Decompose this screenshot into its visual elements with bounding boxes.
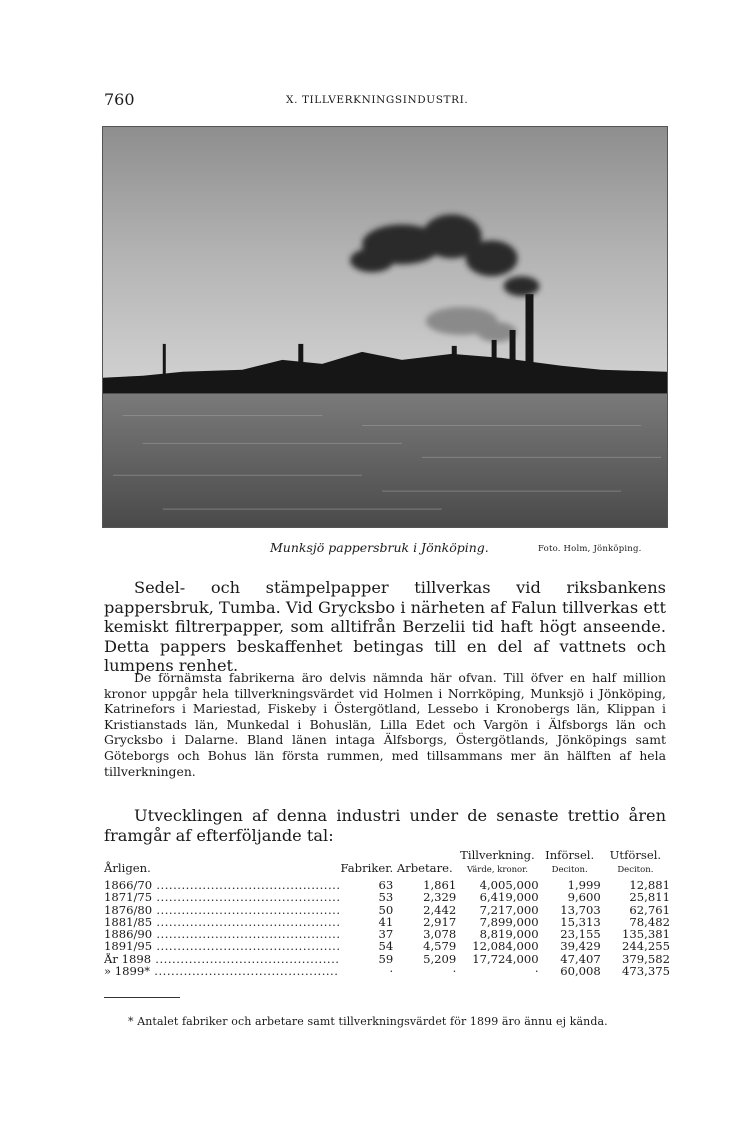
- cell-tillverkning: 6,419,000: [479, 890, 539, 905]
- figure-caption: Munksjö pappersbruk i Jönköping.: [270, 540, 489, 555]
- cell-arbetare: 4,579: [423, 939, 457, 954]
- cell-tillverkning: 8,819,000: [479, 927, 539, 942]
- cell-utforsel: 379,582: [622, 951, 670, 966]
- production-statistics-table: [104, 848, 670, 977]
- cell-tillverkning: 4,005,000: [479, 878, 539, 892]
- footnote-divider: [104, 997, 180, 998]
- table-header-row: [104, 848, 670, 879]
- cell-inforsel: 60,008: [560, 964, 601, 979]
- header-fabriker: Fabriker.: [340, 861, 394, 875]
- paragraph-development-intro: Utvecklingen af denna industri under de senaste trettio åren framgår af efterföljande tal:: [104, 806, 666, 845]
- cell-inforsel: 9,600: [567, 890, 601, 905]
- header-inforsel: [539, 848, 601, 879]
- header-inforsel-label: Införsel.: [545, 848, 595, 862]
- cell-fabriker: 54: [378, 939, 394, 954]
- cell-fabriker: 41: [378, 914, 394, 929]
- cell-inforsel: 39,429: [560, 939, 601, 954]
- factory-photo: [102, 126, 668, 528]
- photo-credit: Foto. Holm, Jönköping.: [538, 544, 642, 554]
- header-tillverkning-unit: Värde, kronor.: [466, 865, 528, 875]
- cell-fabriker: ·: [389, 964, 394, 979]
- header-year: Årligen.: [104, 861, 151, 875]
- cell-arbetare: 1,861: [423, 878, 457, 892]
- paragraph-paper-production: Sedel- och stämpelpapper tillverkas vid riksbankens pappersbruk, Tumba. Vid Grycksbo i närheten af Falun tillverkas ett kemiskt filtrerpapper, som alltifrån Berzelii tid haft högt anseende. Detta pappers beskaffenhet betingas till en del af vattnets och lumpens renhet.: [104, 578, 666, 675]
- cell-inforsel: 47,407: [560, 951, 601, 966]
- cell-utforsel: 473,375: [622, 964, 670, 979]
- cell-year: » 1899* .....: [104, 965, 341, 977]
- cell-year: 1891/95 .....: [104, 940, 341, 952]
- cell-year: 1881/85 .....: [104, 916, 341, 928]
- table-row: [104, 891, 670, 903]
- cell-fabriker: 50: [378, 902, 394, 917]
- table-row: [104, 940, 670, 952]
- cell-tillverkning: 7,899,000: [479, 914, 539, 929]
- cell-year: 1876/80 .....: [104, 904, 341, 916]
- header-utforsel: [601, 848, 670, 879]
- cell-arbetare: 3,078: [423, 927, 457, 942]
- cell-year: År 1898 .....: [104, 953, 341, 965]
- cell-utforsel: 244,255: [622, 939, 670, 954]
- header-utforsel-label: Utförsel.: [609, 848, 662, 862]
- footnote: * Antalet fabriker och arbetare samt tillverkningsvärdet för 1899 äro ännu ej kända.: [128, 1015, 608, 1028]
- header-utforsel-unit: Deciton.: [617, 865, 654, 875]
- table-row: [104, 965, 670, 977]
- cell-tillverkning: 17,724,000: [472, 951, 539, 966]
- factory-photo-illustration: [103, 127, 667, 527]
- cell-arbetare: ·: [452, 964, 457, 979]
- cell-inforsel: 23,155: [560, 927, 601, 942]
- cell-year: 1871/75 .....: [104, 891, 341, 903]
- cell-year: 1866/70 .....: [104, 879, 341, 891]
- cell-tillverkning: ·: [534, 964, 539, 979]
- cell-tillverkning: 7,217,000: [479, 902, 539, 917]
- header-inforsel-unit: Deciton.: [551, 865, 588, 875]
- cell-year: 1886/90 .....: [104, 928, 341, 940]
- running-title: X. TILLVERKNINGSINDUSTRI.: [286, 94, 469, 106]
- header-tillverkning-label: Tillverkning.: [460, 848, 535, 862]
- cell-utforsel: 25,811: [629, 890, 670, 905]
- paragraph-main-factories: De förnämsta fabrikerna äro delvis nämnda här ofvan. Till öfver en half million kronor uppgår hela tillverkningsvärdet vid Holmen i Norrköping, Munksjö i Jönköping, Katrinefors i Mariestad, Fiskeby i Östergötland, Lessebo i Kronobergs län, Klippan i Kristianstads län, Munkedal i Bohuslän, Lilla Edet och Vargön i Älfsborgs län och Grycksbo i Dalarne. Bland länen intaga Älfsborgs, Östergötlands, Jönköpings samt Göteborgs och Bohus län första rummen, med tillsammans mer än hälften af hela tillverkningen.: [104, 670, 666, 779]
- header-arbetare: Arbetare.: [396, 861, 453, 875]
- cell-fabriker: 53: [378, 890, 394, 905]
- cell-utforsel: 135,381: [622, 927, 670, 942]
- cell-arbetare: 2,442: [423, 902, 457, 917]
- cell-arbetare: 2,917: [423, 914, 457, 929]
- cell-arbetare: 2,329: [423, 890, 457, 905]
- cell-inforsel: 1,999: [567, 878, 601, 892]
- cell-tillverkning: 12,084,000: [472, 939, 539, 954]
- header-tillverkning: [456, 848, 538, 879]
- cell-arbetare: 5,209: [423, 951, 457, 966]
- cell-utforsel: 78,482: [629, 914, 670, 929]
- cell-fabriker: 63: [378, 878, 394, 892]
- cell-inforsel: 13,703: [560, 902, 601, 917]
- cell-fabriker: 37: [378, 927, 394, 942]
- page-number: 760: [104, 90, 135, 109]
- cell-fabriker: 59: [378, 951, 394, 966]
- cell-utforsel: 62,761: [629, 902, 670, 917]
- cell-utforsel: 12,881: [629, 878, 670, 892]
- cell-inforsel: 15,313: [560, 914, 601, 929]
